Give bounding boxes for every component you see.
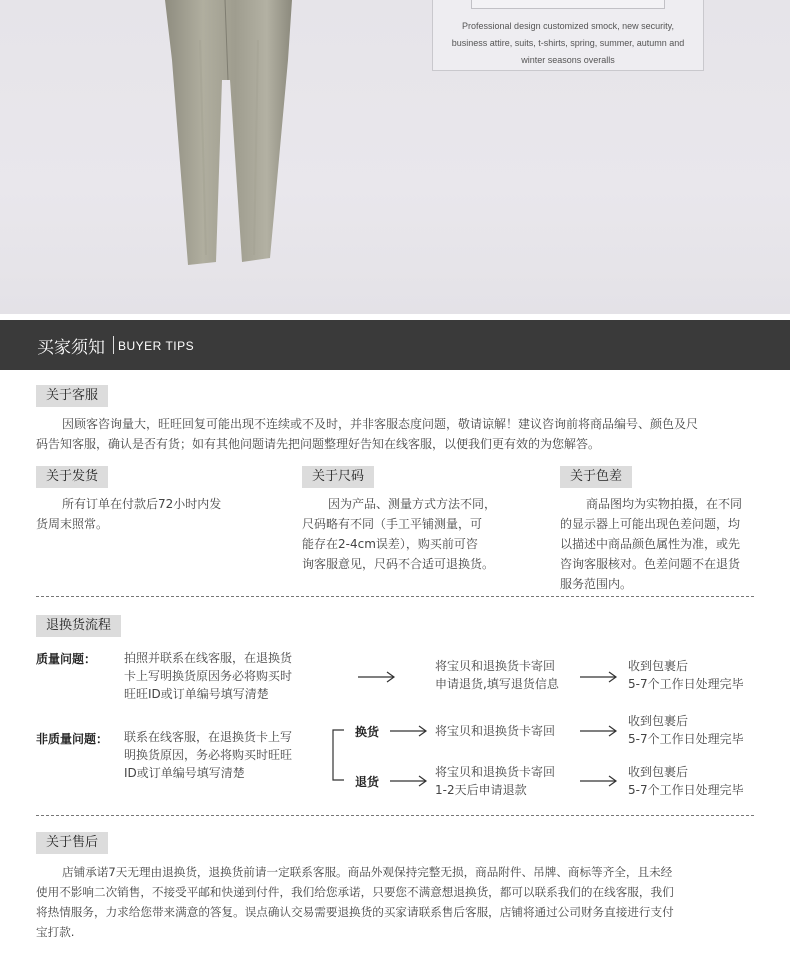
shipping-label: 关于发货 <box>36 466 108 488</box>
slogan-line: business attire, suits, t-shirts, spring, summer, autumn and <box>451 38 685 48</box>
text-line: ID或订单编号填写清楚 <box>124 766 245 780</box>
trousers-image <box>150 0 310 270</box>
text-line: 因为产品、测量方式方法不同， <box>328 497 497 511</box>
refund-step2 <box>435 763 595 799</box>
slogan-text <box>433 18 703 69</box>
section-divider <box>36 815 754 816</box>
slogan-box <box>432 0 704 71</box>
slogan-frame <box>471 0 665 9</box>
exchange-step2 <box>435 722 595 740</box>
arrow-right-icon <box>580 774 620 788</box>
after-sales-text <box>36 862 766 942</box>
text-line: 明换货原因，务必将购买时旺旺 <box>124 748 293 762</box>
text-line: 店铺承诺7天无理由退换货，退换货前请一定联系客服。商品外观保持完整无损，商品附件、吊牌、商标等齐全，且未经 <box>62 865 673 879</box>
text-line: 所有订单在付款后72小时内发 <box>62 497 222 511</box>
text-line: 询客服意见，尺码不合适可退换货。 <box>302 557 495 571</box>
color-text <box>560 494 760 594</box>
buyer-tips-header <box>0 320 790 370</box>
header-divider <box>113 336 114 354</box>
text-line: 卡上写明换货原因务必将购买时 <box>124 669 293 683</box>
customer-service-text <box>36 414 766 454</box>
header-title-cn: 买家须知 <box>37 338 105 358</box>
text-line: 的显示器上可能出现色差问题，均 <box>560 517 741 531</box>
quality-issue-desc <box>124 649 324 703</box>
quality-issue-title: 质量问题： <box>36 652 97 666</box>
text-line: 5-7个工作日处理完毕 <box>628 783 744 797</box>
size-text <box>302 494 522 574</box>
branch-bracket <box>330 722 352 784</box>
non-quality-issue-desc <box>124 728 324 782</box>
text-line: 服务范围内。 <box>560 577 633 591</box>
text-line: 收到包裹后 <box>628 765 689 779</box>
arrow-right-icon <box>580 724 620 738</box>
text-line: 将宝贝和退换货卡寄回 <box>435 724 556 738</box>
color-label: 关于色差 <box>560 466 632 488</box>
slogan-line: Professional design customized smock, new security, <box>462 21 674 31</box>
exchange-step3 <box>628 712 758 748</box>
text-line: 商品图均为实物拍摄，在不同 <box>586 497 743 511</box>
size-label: 关于尺码 <box>302 466 374 488</box>
section-divider <box>36 596 754 597</box>
arrow-right-icon <box>390 724 430 738</box>
text-line: 收到包裹后 <box>628 714 689 728</box>
text-line: 宝打款. <box>36 925 75 939</box>
text-line: 将宝贝和退换货卡寄回 <box>435 659 556 673</box>
arrow-right-icon <box>390 774 430 788</box>
text-line: 拍照并联系在线客服，在退换货 <box>124 651 293 665</box>
text-line: 因顾客咨询量大，旺旺回复可能出现不连续或不及时，并非客服态度问题，敬请谅解！建议咨询前将商品编号、颜色及尺 <box>62 417 699 431</box>
quality-step2 <box>435 657 595 693</box>
text-line: 5-7个工作日处理完毕 <box>628 732 744 746</box>
refund-step3 <box>628 763 758 799</box>
text-line: 将宝贝和退换货卡寄回 <box>435 765 556 779</box>
text-line: 能存在2-4cm误差），购买前可咨 <box>302 537 478 551</box>
refund-label: 退货 <box>355 775 380 789</box>
text-line: 货周末照常。 <box>36 517 109 531</box>
text-line: 使用不影响二次销售，不接受平邮和快递到付件，我们给您承诺，只要您不满意想退换货，都可以联系我们的在线客服，我们 <box>36 885 674 899</box>
non-quality-issue-title: 非质量问题： <box>36 732 109 746</box>
arrow-right-icon <box>358 670 398 684</box>
arrow-right-icon <box>580 670 620 684</box>
exchange-label: 换货 <box>355 725 380 739</box>
text-line: 咨询客服核对。色差问题不在退货 <box>560 557 741 571</box>
text-line: 收到包裹后 <box>628 659 689 673</box>
text-line: 旺旺ID或订单编号填写清楚 <box>124 687 269 701</box>
slogan-line: winter seasons overalls <box>521 55 615 65</box>
returns-label: 退换货流程 <box>36 615 121 637</box>
text-line: 将热情服务，力求给您带来满意的答复。误点确认交易需要退换货的买家请联系售后客服，店铺将通过公司财务直接进行支付 <box>36 905 674 919</box>
customer-service-label: 关于客服 <box>36 385 108 407</box>
text-line: 码告知客服，确认是否有货；如有其他问题请先把问题整理好告知在线客服，以便我们更有效的为您解答。 <box>36 437 601 451</box>
quality-step3 <box>628 657 758 693</box>
text-line: 1-2天后申请退款 <box>435 783 527 797</box>
text-line: 联系在线客服，在退换货卡上写 <box>124 730 293 744</box>
text-line: 5-7个工作日处理完毕 <box>628 677 744 691</box>
product-photo <box>0 0 790 314</box>
text-line: 以描述中商品颜色属性为准，或先 <box>560 537 741 551</box>
shipping-text <box>36 494 256 534</box>
text-line: 申请退货,填写退货信息 <box>435 677 559 691</box>
after-sales-label: 关于售后 <box>36 832 108 854</box>
text-line: 尺码略有不同（手工平铺测量，可 <box>302 517 483 531</box>
header-title-en: BUYER TIPS <box>118 339 195 353</box>
